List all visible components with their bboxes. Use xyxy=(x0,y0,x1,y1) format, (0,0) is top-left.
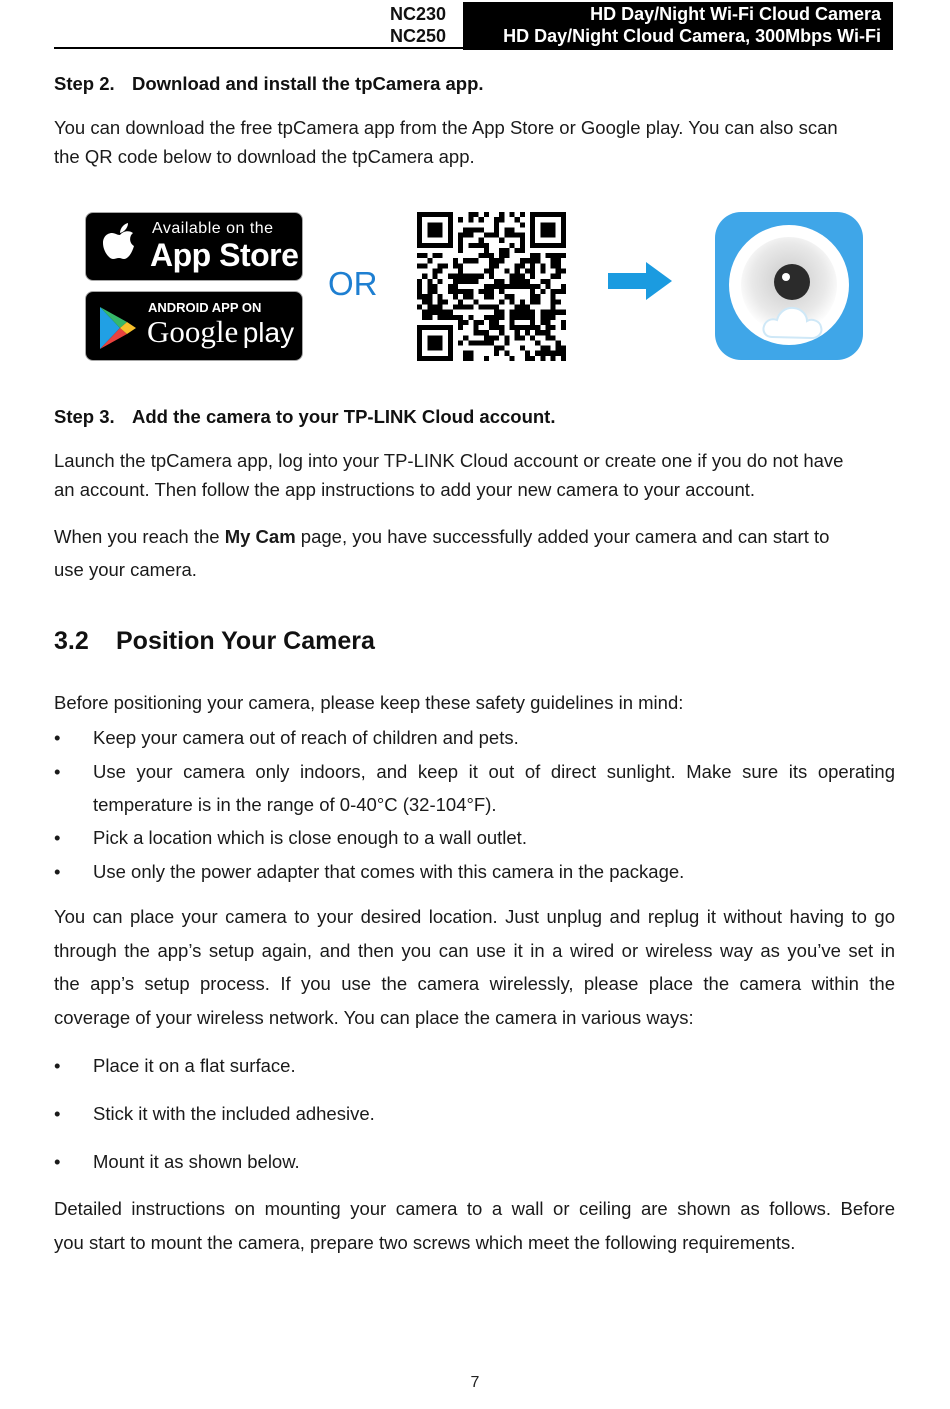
step3-text xyxy=(54,446,895,504)
google-play-icon xyxy=(96,305,140,351)
model-nc230: NC230 xyxy=(390,4,447,24)
section-title: Position Your Camera xyxy=(116,627,375,655)
model-numbers xyxy=(390,3,454,47)
mycam-page-name: My Cam xyxy=(224,526,296,547)
bullet-dot: • xyxy=(54,1055,61,1076)
way-3: Mount it as shown below. xyxy=(93,1151,300,1172)
list-item xyxy=(54,721,895,754)
app-store-small-text: Available on the xyxy=(152,220,274,237)
mounting-line-2: you start to mount the camera, prepare two screws which meet the following requirements. xyxy=(54,1231,796,1253)
step2-line-2: the QR code below to download the tpCamera app. xyxy=(54,146,475,167)
bullet-dot: • xyxy=(54,1151,61,1172)
step2-text xyxy=(54,113,895,171)
app-store-big-text: App Store xyxy=(150,237,299,273)
or-label: OR xyxy=(328,265,378,302)
bullet-dot: • xyxy=(54,1103,61,1124)
tpcamera-app-icon[interactable] xyxy=(714,211,864,361)
placement-paragraph xyxy=(54,900,895,1034)
list-item xyxy=(54,1097,895,1130)
model-nc250: NC250 xyxy=(390,26,447,46)
google-word: Google xyxy=(147,314,239,349)
mycam-line-1 xyxy=(54,520,895,553)
guideline-4: Use only the power adapter that comes with this camera in the package. xyxy=(93,861,685,882)
mounting-paragraph xyxy=(54,1192,895,1259)
placement-line-3: the app’s setup process. If you use the camera wirelessly, please place the camera within the xyxy=(54,973,895,994)
step3-number: Step 3. xyxy=(54,406,115,427)
list-item xyxy=(54,755,895,821)
list-item xyxy=(54,1049,895,1082)
bullet-dot: • xyxy=(54,827,61,848)
step2-heading xyxy=(54,73,484,95)
product-title-2: HD Day/Night Cloud Camera, 300Mbps Wi-Fi xyxy=(503,26,881,46)
guideline-2-cont: temperature is in the range of 0-40°C (32-104°F). xyxy=(93,794,497,815)
list-item xyxy=(54,855,895,888)
page-number: 7 xyxy=(470,1374,480,1391)
guideline-1: Keep your camera out of reach of children and pets. xyxy=(93,727,519,748)
guideline-3: Pick a location which is close enough to a wall outlet. xyxy=(93,827,527,848)
google-small-text: ANDROID APP ON xyxy=(148,300,262,315)
placement-line-1: You can place your camera to your desired location. Just unplug and replug it without having to go xyxy=(54,906,895,927)
list-item xyxy=(54,1145,895,1178)
qr-code-icon xyxy=(417,212,566,361)
guideline-2: Use your camera only indoors, and keep it out of direct sunlight. Make sure its operating xyxy=(93,761,895,782)
mycam-text xyxy=(54,520,895,586)
app-store-badge[interactable] xyxy=(85,212,303,281)
qr-code-graphic xyxy=(417,212,566,361)
section-number: 3.2 xyxy=(54,627,89,655)
way-1: Place it on a flat surface. xyxy=(93,1055,296,1076)
play-word: play xyxy=(242,317,295,348)
bullet-dot: • xyxy=(54,861,61,882)
mycam-line-2: use your camera. xyxy=(54,559,197,580)
mounting-line-1: Detailed instructions on mounting your camera to a wall or ceiling are shown as follows. Before xyxy=(54,1198,895,1219)
section-heading xyxy=(54,627,375,656)
mycam-after: page, you have successfully added your camera and can start to xyxy=(295,526,830,547)
arrow-right-icon xyxy=(608,262,672,300)
bullet-dot: • xyxy=(54,761,61,782)
step2-line-1: You can download the free tpCamera app from the App Store or Google play. You can also scan xyxy=(54,117,838,138)
step2-title: Download and install the tpCamera app. xyxy=(132,73,484,94)
step3-line-2: an account. Then follow the app instructions to add your new camera to your account. xyxy=(54,479,756,500)
bullet-dot: • xyxy=(54,727,61,748)
step3-line-1: Launch the tpCamera app, log into your TP-LINK Cloud account or create one if you do not have xyxy=(54,450,844,471)
step3-heading xyxy=(54,406,555,428)
placement-line-2: through the app’s setup again, and then you can use it in a wired or wireless way as you’ve set in xyxy=(54,939,895,961)
google-play-badge[interactable] xyxy=(85,291,303,361)
google-big-text xyxy=(147,314,294,350)
list-item xyxy=(54,821,895,854)
product-title-box xyxy=(463,2,893,50)
step2-number: Step 2. xyxy=(54,73,115,94)
mycam-before: When you reach the xyxy=(54,526,225,547)
apple-logo-icon xyxy=(100,221,140,271)
way-2: Stick it with the included adhesive. xyxy=(93,1103,375,1124)
section-intro: Before positioning your camera, please keep these safety guidelines in mind: xyxy=(54,692,684,713)
header-rule xyxy=(54,47,893,49)
product-title-1: HD Day/Night Wi-Fi Cloud Camera xyxy=(590,4,881,24)
placement-line-4: coverage of your wireless network. You can place the camera in various ways: xyxy=(54,1006,694,1028)
step3-title: Add the camera to your TP-LINK Cloud account. xyxy=(132,406,556,427)
